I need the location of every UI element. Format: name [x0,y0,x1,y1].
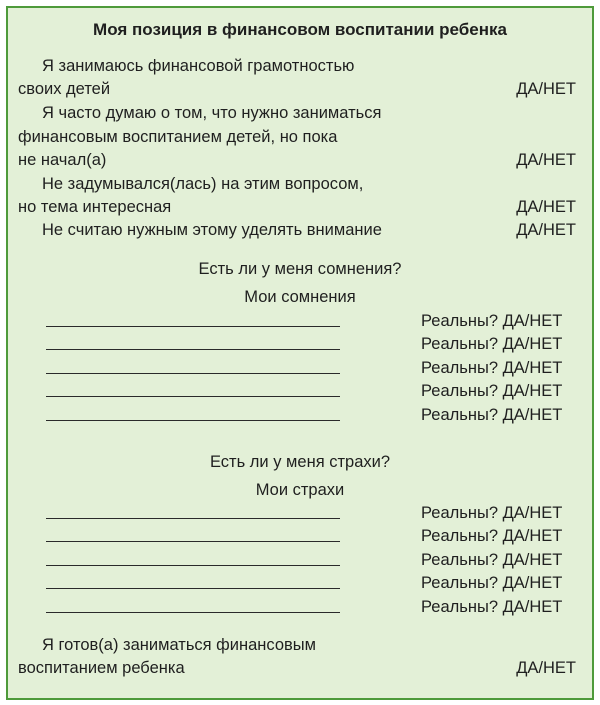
worksheet-title: Моя позиция в финансовом воспитании ребенка [93,20,507,39]
doubt-blank-line[interactable] [46,420,340,421]
fears-question: Есть ли у меня страхи? [209,453,391,471]
fear-reality-answer[interactable]: Реальны? ДА/НЕТ [421,574,563,592]
statement-1-answer[interactable]: ДА/НЕТ [516,80,576,98]
statement-3-line-2: но тема интересная [18,198,172,216]
final-statement-line-1: Я готов(а) заниматься финансовым [42,636,316,654]
doubt-reality-answer[interactable]: Реальны? ДА/НЕТ [421,359,563,377]
fear-blank-line[interactable] [46,588,340,589]
fear-blank-line[interactable] [46,565,340,566]
doubt-blank-line[interactable] [46,396,340,397]
statement-4-answer[interactable]: ДА/НЕТ [516,221,576,239]
doubts-heading: Мои сомнения [244,288,356,306]
doubt-blank-line[interactable] [46,373,340,374]
fear-reality-answer[interactable]: Реальны? ДА/НЕТ [421,504,563,522]
doubts-question: Есть ли у меня сомнения? [198,260,402,278]
fears-heading: Мои страхи [255,481,345,499]
doubt-reality-answer[interactable]: Реальны? ДА/НЕТ [421,335,563,353]
final-statement-answer[interactable]: ДА/НЕТ [516,659,576,677]
statement-4-line-1: Не считаю нужным этому уделять внимание [42,221,382,239]
statement-2-line-3: не начал(а) [18,151,107,169]
statement-1-line-2: своих детей [18,80,111,98]
fear-reality-answer[interactable]: Реальны? ДА/НЕТ [421,598,563,616]
statement-1-line-1: Я занимаюсь финансовой грамотностью [42,57,355,75]
doubt-blank-line[interactable] [46,349,340,350]
statement-2-answer[interactable]: ДА/НЕТ [516,151,576,169]
fear-blank-line[interactable] [46,518,340,519]
statement-3-answer[interactable]: ДА/НЕТ [516,198,576,216]
statement-2-line-1: Я часто думаю о том, что нужно заниматься [42,104,382,122]
fear-reality-answer[interactable]: Реальны? ДА/НЕТ [421,527,563,545]
fear-blank-line[interactable] [46,612,340,613]
worksheet-card [6,6,594,700]
doubt-blank-line[interactable] [46,326,340,327]
fear-reality-answer[interactable]: Реальны? ДА/НЕТ [421,551,563,569]
doubt-reality-answer[interactable]: Реальны? ДА/НЕТ [421,406,563,424]
statement-3-line-1: Не задумывался(лась) на этим вопросом, [42,175,364,193]
doubt-reality-answer[interactable]: Реальны? ДА/НЕТ [421,312,563,330]
statement-2-line-2: финансовым воспитанием детей, но пока [18,128,338,146]
doubt-reality-answer[interactable]: Реальны? ДА/НЕТ [421,382,563,400]
fear-blank-line[interactable] [46,541,340,542]
final-statement-line-2: воспитанием ребенка [18,659,185,677]
